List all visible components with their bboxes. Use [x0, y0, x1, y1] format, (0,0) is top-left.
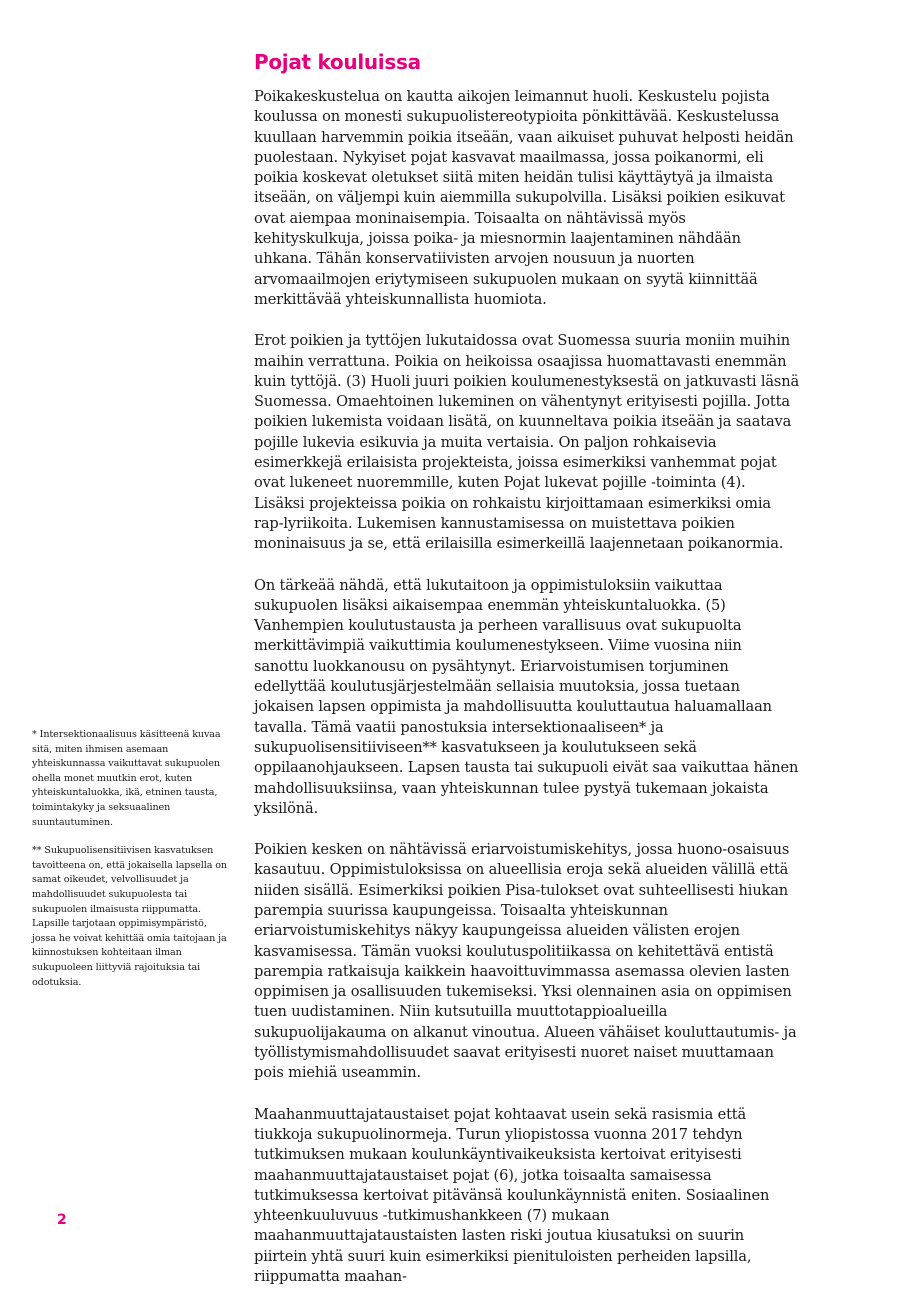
paragraph-2: Erot poikien ja tyttöjen lukutaidossa ovat Suomessa suuria moniin muihin maihin verrattuna. Poikia on heikoissa osaajissa huomattavasti enemmän kuin tyttöjä. (3) Huoli juuri poikien koulumenestyksestä on jatkuvasti läsnä Suomessa. Omaehtoinen lukeminen on vähentynyt erityisesti pojilla. Jotta poikien lukemista voidaan lisätä, on kuunneltava poikia itseään ja saatava pojille lukevia esikuvia ja muita vertaisia. On paljon rohkaisevia esimerkkejä erilaisista projekteista, joissa esimerkiksi vanhemmat pojat ovat lukeneet nuoremmille, kuten Pojat lukevat pojille -toiminta (4). Lisäksi projekteissa poikia on rohkaistu kirjoittamaan esimerkiksi omia rap-lyriikoita. Lukemisen kannustamisessa on muistettava poikien moninaisuus ja se, että erilaisilla esimerkeillä laajennetaan poikanormia. — [254, 332, 800, 553]
page-number: 2 — [57, 1212, 67, 1228]
paragraph-3: On tärkeää nähdä, että lukutaitoon ja oppimistuloksiin vaikuttaa sukupuolen lisäksi aikaisempaa enemmän yhteiskuntaluokka. (5) Vanhempien koulutustausta ja perheen varallisuus ovat sukupuolta merkittävimpiä vaikuttimia koulumenestykseen. Viime vuosina niin sanottu luokkanousu on pysähtynyt. Eriarvoistumisen torjuminen edellyttää koulutusjärjestelmään sellaisia muutoksia, jossa tuetaan jokaisen lapsen oppimista ja mahdollisuutta kouluttautua haluamallaan tavalla. Tämä vaatii panostuksia intersektionaaliseen* ja sukupuolisensitiiviseen** kasvatukseen ja koulutukseen sekä oppilaanohjaukseen. Lapsen tausta tai sukupuoli eivät saa vaikuttaa hänen mahdollisuuksiinsa, vaan yhteiskunnan tulee pystyä tukemaan jokaista yksilönä. — [254, 576, 799, 817]
footnote-intersectionality: * Intersektionaalisuus käsitteenä kuvaa sitä, miten ihmisen asemaan yhteiskunnassa vaikuttavat sukupuolen ohella monet muutkin erot, kuten yhteiskuntaluokka, ikä, etninen tausta, toimintakyky ja seksuaalinen suuntautuminen. — [32, 729, 221, 828]
paragraph-4: Poikien kesken on nähtävissä eriarvoistumiskehitys, jossa huono-osaisuus kasautuu. Oppimistuloksissa on alueellisia eroja sekä alueiden välillä että niiden sisällä. Esimerkiksi poikien Pisa-tulokset ovat suhteellisesti hiukan parempia suurissa kaupungeissa. Toisaalta yhteiskunnan eriarvoistumiskehitys näkyy kaupungeissa alueiden välisten erojen kasvamisessa. Tämän vuoksi koulutuspolitiikassa on kehitettävä entistä parempia ratkaisuja kaikkein haavoittuvimmassa asemassa olevien lasten oppimisen ja osallisuuden tukemiseksi. Yksi olennainen asia on oppimisen tuen uudistaminen. Niin kutsutuilla muuttotappioalueilla sukupuolijakauma on alkanut vinoutua. Alueen vähäiset kouluttautumis- ja työllistymismahdollisuudet saavat erityisesti nuoret naiset muuttamaan pois miehiä useammin. — [254, 841, 797, 1082]
footnote-gender-sensitivity: ** Sukupuolisensitiivisen kasvatuksen tavoitteena on, että jokaisella lapsella on samat oikeudet, velvollisuudet ja mahdollisuudet sukupuolesta tai sukupuolen ilmaisusta riippumatta. Lapsille tarjotaan oppimisympäristö, jossa he voivat kehittää omia taitojaan ja kiinnostuksen kohteitaan ilman sukupuoleen liittyviä rajoituksia tai odotuksia. — [32, 845, 228, 988]
section-heading: Pojat kouluissa — [254, 50, 421, 74]
paragraph-5: Maahanmuuttajataustaiset pojat kohtaavat usein sekä rasismia että tiukkoja sukupuolinormeja. Turun yliopistossa vuonna 2017 tehdyn tutkimuksen mukaan koulunkäyntivaikeuksista kertoivat erityisesti maahanmuuttajataustaiset pojat (6), jotka toisaalta samaisessa tutkimuksessa kertoivat pitävänsä koulunkäynnistä eniten. Sosiaalinen yhteenkuuluvuus -tutkimushankkeen (7) mukaan maahanmuuttajataustaisten lasten riski joutua kiusatuksi on suurin piirtein yhtä suuri kuin esimerkiksi pienituloisten perheiden lapsilla, riippumatta maahan- — [254, 1105, 770, 1286]
body-text — [254, 87, 800, 1308]
side-notes — [32, 728, 227, 1004]
paragraph-1: Poikakeskustelua on kautta aikojen leimannut huoli. Keskustelu pojista koulussa on monesti sukupuolistereotypioita pönkittävää. Keskustelussa kuullaan harvemmin poikia itseään, vaan aikuiset puhuvat helposti heidän puolestaan. Nykyiset pojat kasvavat maailmassa, jossa poikanormi, eli poikia koskevat oletukset siitä miten heidän tulisi käyttäytyä ja ilmaista itseään, on väljempi kuin aiemmilla sukupolvilla. Lisäksi poikien esikuvat ovat aiempaa moninaisempia. Toisaalta on nähtävissä myös kehityskulkuja, joissa poika- ja miesnormin laajentaminen nähdään uhkana. Tähän konservatiivisten arvojen nousuun ja nuorten arvomaailmojen eriytymiseen sukupuolen mukaan on syytä kiinnittää merkittävää yhteiskunnallista huomiota. — [254, 88, 794, 308]
